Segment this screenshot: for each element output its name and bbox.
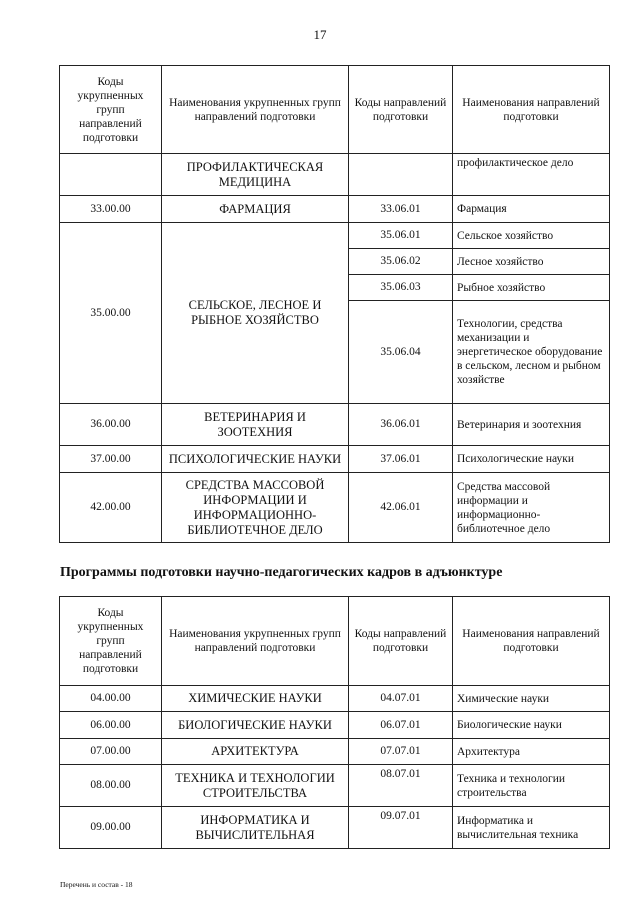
dir-code-cell: 04.07.01 <box>349 686 453 712</box>
header-group-code: Коды укрупненных групп направлений подготовки <box>60 597 162 686</box>
group-name-cell: СРЕДСТВА МАССОВОЙ ИНФОРМАЦИИ И ИНФОРМАЦИОННО-БИБЛИОТЕЧНОЕ ДЕЛО <box>162 473 349 543</box>
footer-note: Перечень и состав - 18 <box>60 880 133 889</box>
header-dir-code: Коды направлений подготовки <box>349 597 453 686</box>
table-row <box>60 154 610 196</box>
specialties-table-2 <box>59 596 610 849</box>
header-dir-name: Наименования направлений подготовки <box>453 66 610 154</box>
table-row <box>60 446 610 473</box>
dir-name-cell: Техника и технологии строительства <box>453 765 610 807</box>
group-code-cell: 33.00.00 <box>60 196 162 223</box>
table-row <box>60 739 610 765</box>
group-name-cell: АРХИТЕКТУРА <box>162 739 349 765</box>
table-row <box>60 223 610 249</box>
dir-name-cell: Химические науки <box>453 686 610 712</box>
header-dir-name: Наименования направлений подготовки <box>453 597 610 686</box>
table-row <box>60 765 610 807</box>
dir-name-cell: Архитектура <box>453 739 610 765</box>
dir-name-cell: Биологические науки <box>453 712 610 739</box>
dir-name-cell: Рыбное хозяйство <box>453 275 610 301</box>
dir-name-cell: Технологии, средства механизации и энергетическое оборудование в сельском, лесном и рыбном хозяйстве <box>453 301 610 404</box>
dir-code-cell: 35.06.04 <box>349 301 453 404</box>
group-code-cell: 42.00.00 <box>60 473 162 543</box>
group-code-cell: 06.00.00 <box>60 712 162 739</box>
dir-code-cell: 07.07.01 <box>349 739 453 765</box>
dir-code-cell: 06.07.01 <box>349 712 453 739</box>
page-number: 17 <box>313 27 327 42</box>
table-row <box>60 686 610 712</box>
dir-code-cell: 35.06.03 <box>349 275 453 301</box>
group-name-cell: СЕЛЬСКОЕ, ЛЕСНОЕ И РЫБНОЕ ХОЗЯЙСТВО <box>162 223 349 404</box>
group-name-cell: БИОЛОГИЧЕСКИЕ НАУКИ <box>162 712 349 739</box>
table-row <box>60 404 610 446</box>
group-code-cell: 08.00.00 <box>60 765 162 807</box>
header-group-name: Наименования укрупненных групп направлений подготовки <box>162 597 349 686</box>
dir-name-cell: Психологические науки <box>453 446 610 473</box>
table-row <box>60 712 610 739</box>
dir-name-cell: Лесное хозяйство <box>453 249 610 275</box>
dir-code-cell: 35.06.02 <box>349 249 453 275</box>
dir-code-cell: 08.07.01 <box>349 765 453 807</box>
dir-code-cell: 37.06.01 <box>349 446 453 473</box>
dir-code-cell: 09.07.01 <box>349 807 453 849</box>
group-name-cell: ИНФОРМАТИКА И ВЫЧИСЛИТЕЛЬНАЯ <box>162 807 349 849</box>
group-name-cell: ФАРМАЦИЯ <box>162 196 349 223</box>
group-name-cell: ПСИХОЛОГИЧЕСКИЕ НАУКИ <box>162 446 349 473</box>
group-code-cell: 37.00.00 <box>60 446 162 473</box>
dir-code-cell: 33.06.01 <box>349 196 453 223</box>
header-group-code: Коды укрупненных групп направлений подготовки <box>60 66 162 154</box>
header-dir-code: Коды направлений подготовки <box>349 66 453 154</box>
group-code-cell <box>60 154 162 196</box>
table-header-row <box>60 66 610 154</box>
dir-name-cell: Сельское хозяйство <box>453 223 610 249</box>
table-row <box>60 807 610 849</box>
table-row <box>60 196 610 223</box>
dir-name-cell: профилактическое дело <box>453 154 610 196</box>
group-name-cell: ТЕХНИКА И ТЕХНОЛОГИИ СТРОИТЕЛЬСТВА <box>162 765 349 807</box>
group-name-cell: ВЕТЕРИНАРИЯ И ЗООТЕХНИЯ <box>162 404 349 446</box>
group-name-cell: ПРОФИЛАКТИЧЕСКАЯ МЕДИЦИНА <box>162 154 349 196</box>
dir-code-cell: 42.06.01 <box>349 473 453 543</box>
table-header-row <box>60 597 610 686</box>
dir-code-cell <box>349 154 453 196</box>
header-group-name: Наименования укрупненных групп направлений подготовки <box>162 66 349 154</box>
specialties-table-1 <box>59 65 610 543</box>
group-code-cell: 36.00.00 <box>60 404 162 446</box>
group-code-cell: 04.00.00 <box>60 686 162 712</box>
section-title: Программы подготовки научно-педагогических кадров в адъюнктуре <box>60 565 503 580</box>
dir-code-cell: 35.06.01 <box>349 223 453 249</box>
dir-name-cell: Средства массовой информации и информационно-библиотечное дело <box>453 473 610 543</box>
group-code-cell: 07.00.00 <box>60 739 162 765</box>
dir-name-cell: Ветеринария и зоотехния <box>453 404 610 446</box>
dir-name-cell: Фармация <box>453 196 610 223</box>
table-row <box>60 473 610 543</box>
group-code-cell: 35.00.00 <box>60 223 162 404</box>
dir-name-cell: Информатика и вычислительная техника <box>453 807 610 849</box>
dir-code-cell: 36.06.01 <box>349 404 453 446</box>
group-code-cell: 09.00.00 <box>60 807 162 849</box>
group-name-cell: ХИМИЧЕСКИЕ НАУКИ <box>162 686 349 712</box>
